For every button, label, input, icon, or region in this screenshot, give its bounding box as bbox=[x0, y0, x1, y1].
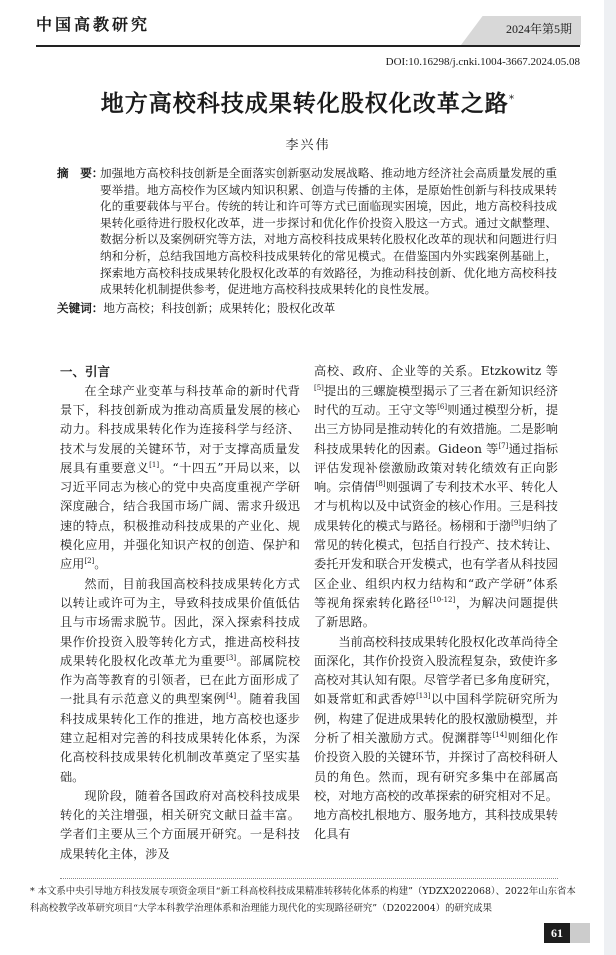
citation: [14] bbox=[492, 730, 507, 739]
citation: [7] bbox=[498, 441, 509, 450]
right-body bbox=[314, 362, 558, 844]
citation: [2] bbox=[84, 557, 95, 566]
paragraph-text: 。随着我国科技成果转化工作的推进，地方高校也逐步建立起相对完善的科技成果转化体系，为深化高校科技成果转化机制改革奠定了坚实基础。 bbox=[60, 692, 301, 784]
right-column bbox=[314, 362, 558, 844]
paragraph-text: 当前高校科技成果转化股权化改革尚待全面深化，其作价投资入股流程复杂，致使许多高校对其认知有限。尽管学者已多角度研究，如聂常虹和武香婷 bbox=[314, 634, 558, 707]
paragraph-text: 通过指标评估发现补偿激励政策对转化绩效有正向影响。宗倩倩 bbox=[314, 441, 558, 495]
paragraph-text: 。 bbox=[94, 557, 107, 572]
doi: DOI:10.16298/j.cnki.1004-3667.2024.05.08 bbox=[385, 56, 580, 68]
section-heading: 一、引言 bbox=[60, 364, 111, 380]
abstract-text: 加强地方高校科技创新是全面落实创新驱动发展战略、推动地方经济社会高质量发展的重要举措。地方高校作为区域内知识积累、创造与传播的主体，是原始性创新与科技成果转化的重要载体与平台。传统的转让和许可等方式已面临现实困境，因此，地方高校科技成果转化亟待进行股权化改革，进一步探讨和优化作价投资入股这一方式。通过文献整理、数据分析以及案例研究等方法，对地方高校科技成果转化股权化改革的现状和问题进行归纳和分析，总结我国地方高校科技成果转化的常见模式。在借鉴国内外实践案例基础上，探索地方高校科技成果转化股权化改革的有效路径，为推动科技创新、优化地方高校科技成果转化机制提供参考，促进地方高校科技成果转化的良性发展。 bbox=[100, 166, 557, 297]
paragraph-text: 在全球产业变革与科技革命的新时代背景下，科技创新成为推动高质量发展的核心动力。科技成果转化作为连接科学与经济、技术与发展的关键环节，对于支撑高质量发展具有重要意义 bbox=[60, 383, 300, 475]
paragraph-text: 然而，目前我国高校科技成果转化方式以转让或许可为主，导致科技成果价值低估且与市场需求脱节。因此，深入探索科技成果作价投资入股等转化方式，推进高校科技成果转化股权化改革尤为重要 bbox=[60, 576, 300, 668]
title-text: 地方高校科技成果转化股权化改革之路 bbox=[100, 91, 509, 117]
paragraph-text: 则细化作价投资入股的关键环节，并探讨了高校科研人员的角色。然而，现有研究多集中在部属高校，对地方高校的改革探索的研究相对不足。地方高校扎根地方、服务地方，其科技成果转化具有 bbox=[314, 730, 559, 842]
journal-name: 中国高教研究 bbox=[36, 15, 151, 34]
footnote-rule bbox=[60, 878, 558, 879]
abstract bbox=[57, 165, 557, 298]
body-columns bbox=[60, 362, 558, 864]
paragraph bbox=[314, 633, 558, 845]
citation: [13] bbox=[416, 692, 431, 701]
citation: [1] bbox=[149, 460, 160, 469]
left-column bbox=[60, 362, 300, 864]
page-number: 61 bbox=[544, 923, 570, 943]
citation: [9] bbox=[511, 518, 522, 527]
paragraph-text: ，为解决问题提供了新思路。 bbox=[314, 595, 558, 630]
citation: [3] bbox=[226, 653, 237, 662]
paragraph-text: 提出的三螺旋模型揭示了三者在新知识经济时代的互动。王守文等 bbox=[314, 383, 558, 417]
issue-label: 2024年第5期 bbox=[505, 22, 572, 36]
page-number-bar bbox=[570, 923, 590, 943]
citation: [8] bbox=[375, 480, 386, 489]
page-number-row bbox=[36, 923, 590, 943]
paragraph bbox=[60, 787, 300, 864]
footnote: * 本文系中央引导地方科技发展专项资金项目“新工科高校科技成果精准转移转化体系的构建”（YDZX2022068）、2022年山东省本科高校教学改革研究项目“大学本科教学治理体系和治理能力现代化的实现路径研究”（D2022004）的研究成果 bbox=[30, 886, 576, 915]
article-title bbox=[36, 89, 580, 119]
paragraph-text: 。“十四五”开局以来，以习近平同志为核心的党中央高度重视产学研深度融合，结合我国市场广阔、需求升级迅速的特点，积极推动科技成果的产业化、规模化应用，并强化知识产权的创造、保护和应用 bbox=[60, 460, 300, 572]
paragraph-text: 归纳了常见的转化模式，包括自行投产、技术转让、委托开发和联合开发模式，也有学者从科技园区企业、组织内权力结构和“政产学研”体系等视角探索转化路径 bbox=[314, 518, 559, 610]
abstract-label: 摘 要： bbox=[57, 166, 104, 180]
keywords-label: 关键词： bbox=[57, 300, 104, 315]
paragraph bbox=[60, 575, 300, 787]
running-header bbox=[36, 14, 580, 47]
paragraph-text: 现阶段，随着各国政府对高校科技成果转化的关注增强，相关研究文献日益丰富。学者们主要从三个方面展开研究。一是科技成果转化主体，涉及 bbox=[60, 788, 300, 861]
paragraph-text: 则强调了专利技术水平、转化人才与机构以及中试资金的核心作用。三是科技成果转化的模式与路径。杨栩和于渤 bbox=[314, 480, 559, 533]
title-footnote-mark: * bbox=[508, 92, 516, 106]
author: 李兴伟 bbox=[285, 138, 331, 153]
citation: [6] bbox=[437, 402, 448, 411]
keywords bbox=[57, 300, 580, 317]
citation: [5] bbox=[314, 383, 324, 392]
citation: [4] bbox=[226, 692, 237, 701]
left-body bbox=[60, 382, 300, 864]
citation: [10-12] bbox=[429, 595, 456, 604]
paragraph-text: 则通过模型分析，提出三方协同是推动转化的有效措施。二是影响科技成果转化的因素。Gideon 等 bbox=[314, 402, 559, 456]
paragraph bbox=[60, 382, 300, 575]
keywords-text: 地方高校；科技创新；成果转化；股权化改革 bbox=[103, 300, 336, 315]
paragraph-text: 。部属院校作为高等教育的引领者，已在此方面形成了一批具有示范意义的典型案例 bbox=[60, 653, 301, 707]
paragraph-text: 以中国科学院研究所为例，构建了促进成果转化的股权激励模型，并分析了相关激励方式。倪渊群等 bbox=[314, 692, 559, 745]
paragraph bbox=[314, 362, 558, 632]
paragraph-text: 高校、政府、企业等的关系。Etzkowitz 等 bbox=[314, 364, 558, 379]
